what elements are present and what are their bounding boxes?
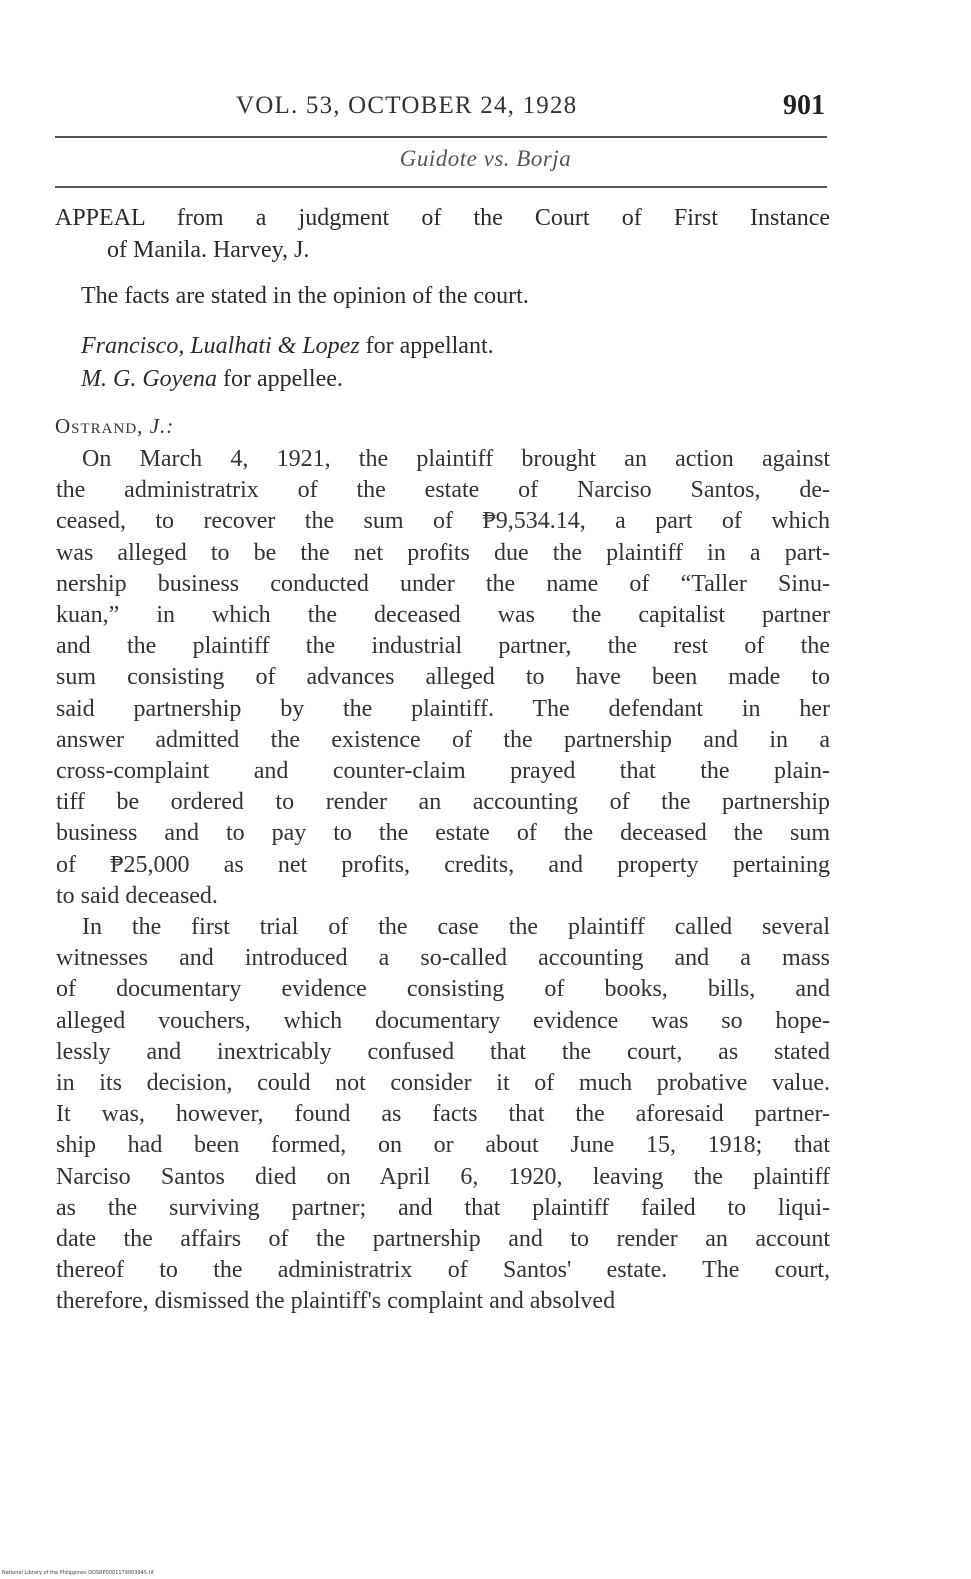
text-line: tiff be ordered to render an accounting of the partnership xyxy=(56,789,830,816)
text-line: the administratrix of the estate of Narciso Santos, de- xyxy=(56,477,830,504)
text-line: of documentary evidence consisting of books, bills, and xyxy=(56,976,830,1003)
text-line: In the first trial of the case the plaintiff called several xyxy=(82,914,830,941)
opinion-body xyxy=(56,444,830,1318)
appellant-role: for appellant. xyxy=(359,333,494,359)
text-line: date the affairs of the partnership and to render an account xyxy=(56,1226,830,1253)
case-title: Guidote vs. Borja xyxy=(399,146,572,171)
facts-note: The facts are stated in the opinion of the court. xyxy=(81,283,529,309)
text-line: Narciso Santos died on April 6, 1920, leaving the plaintiff xyxy=(56,1163,830,1190)
appellant-counsel xyxy=(81,330,494,363)
text-line: kuan,” in which the deceased was the capitalist partner xyxy=(56,602,830,629)
text-line: It was, however, found as facts that the aforesaid partner- xyxy=(56,1101,830,1128)
text-line: ship had been formed, on or about June 15, 1918; that xyxy=(56,1132,830,1159)
author-title: J.: xyxy=(149,414,175,438)
text-line: sum consisting of advances alleged to have been made to xyxy=(56,664,830,691)
appellee-role: for appellee. xyxy=(216,366,343,392)
text-line: nership business conducted under the name of “Taller Sinu- xyxy=(56,570,830,597)
opinion-author xyxy=(55,414,174,439)
text-line: therefore, dismissed the plaintiff's complaint and absolved xyxy=(56,1288,616,1315)
appellee-name: M. G. Goyena xyxy=(81,366,217,392)
text-line: and the plaintiff the industrial partner, the rest of the xyxy=(56,633,830,660)
text-line: to said deceased. xyxy=(56,882,218,909)
appellant-firm: Francisco, Lualhati & Lopez xyxy=(81,333,360,359)
appeal-line-1: APPEAL from a judgment of the Court of First Instance xyxy=(55,205,830,231)
page-number: 901 xyxy=(783,90,825,121)
paragraph xyxy=(56,912,830,1318)
text-line: said partnership by the plaintiff. The defendant in her xyxy=(56,695,830,722)
text-line: cross-complaint and counter-claim prayed that the plain- xyxy=(56,758,830,785)
text-line: answer admitted the existence of the partnership and in a xyxy=(56,726,830,753)
text-line: lessly and inextricably confused that the court, as stated xyxy=(56,1038,830,1065)
text-line: thereof to the administratrix of Santos' estate. The court, xyxy=(56,1257,830,1284)
text-line: On March 4, 1921, the plaintiff brought an action against xyxy=(82,446,830,472)
counsel-block xyxy=(81,330,494,396)
appeal-line-2: of Manila. Harvey, J. xyxy=(107,237,310,263)
scan-footer: National Library of the Philippines DDSRP0001179003945.tif xyxy=(2,1570,154,1576)
header-rule-top xyxy=(55,136,827,138)
running-head: VOL. 53, OCTOBER 24, 1928 xyxy=(236,92,578,119)
text-line: was alleged to be the net profits due the plaintiff in a part- xyxy=(56,539,830,566)
header-rule-bottom xyxy=(55,186,827,188)
text-line: ceased, to recover the sum of ₱9,534.14, a part of which xyxy=(56,508,830,535)
text-line: in its decision, could not consider it of much probative value. xyxy=(56,1070,830,1097)
appeal-statement xyxy=(55,202,830,266)
text-line: business and to pay to the estate of the deceased the sum xyxy=(56,820,830,847)
text-line: alleged vouchers, which documentary evidence was so hope- xyxy=(56,1007,830,1034)
text-line: witnesses and introduced a so-called accounting and a mass xyxy=(56,945,830,972)
text-line: of ₱25,000 as net profits, credits, and property pertaining xyxy=(56,851,830,878)
paragraph xyxy=(56,444,830,912)
appellee-counsel xyxy=(81,363,494,396)
text-line: as the surviving partner; and that plaintiff failed to liqui- xyxy=(56,1194,830,1221)
author-name: Ostrand, xyxy=(55,414,144,438)
